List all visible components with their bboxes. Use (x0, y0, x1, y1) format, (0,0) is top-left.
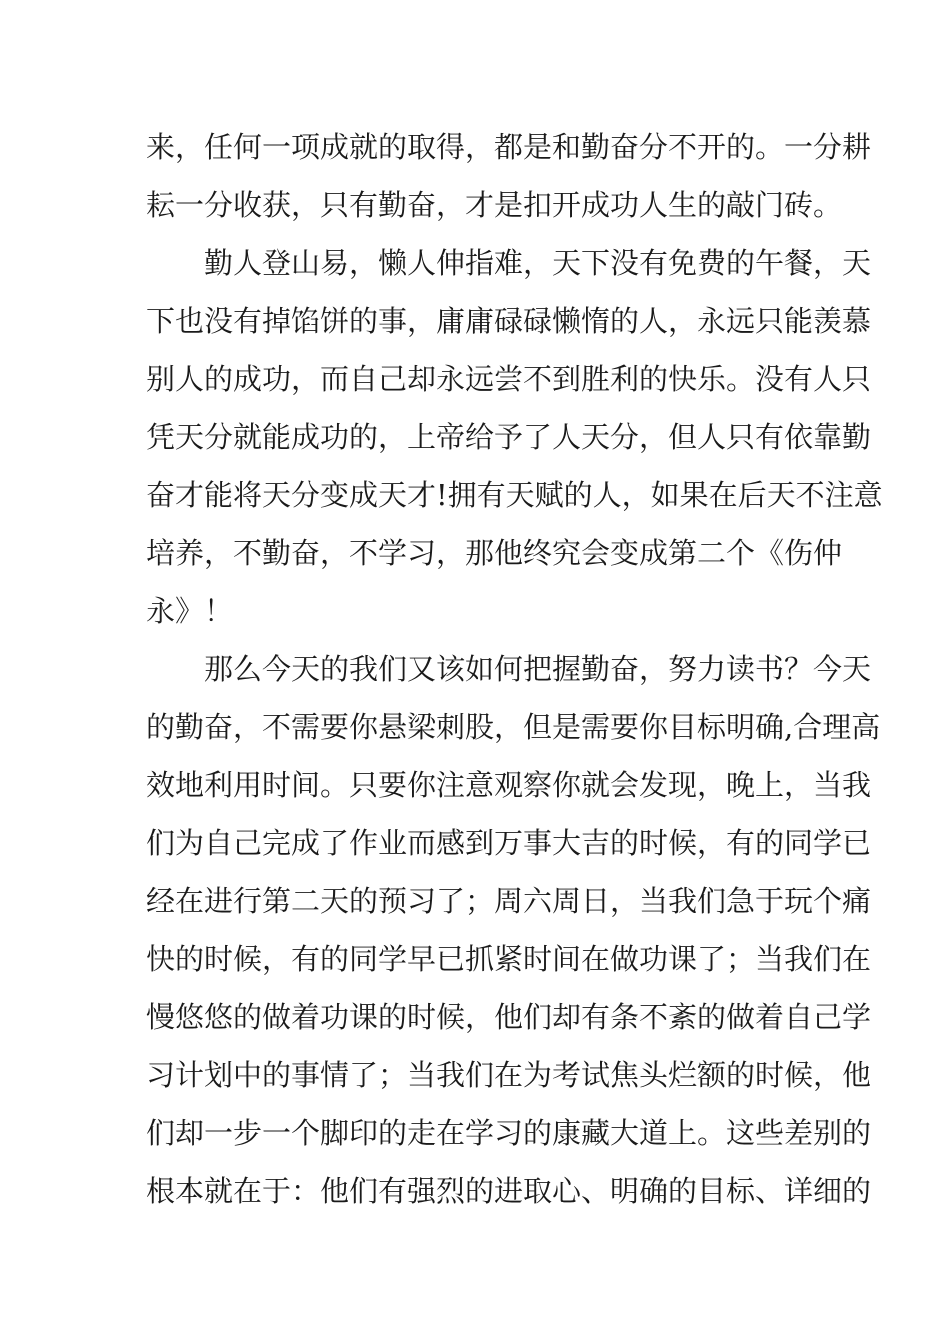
text-line: 经在进行第二天的预习了；周六周日，当我们急于玩个痛 (146, 884, 872, 918)
text-line: 永》！ (146, 594, 234, 628)
text-line: 勤人登山易，懒人伸指难，天下没有免费的午餐，天 (204, 246, 872, 280)
text-line: 习计划中的事情了；当我们在为考试焦头烂额的时候，他 (146, 1058, 872, 1092)
text-line: 们为自己完成了作业而感到万事大吉的时候，有的同学已 (146, 826, 872, 860)
text-line: 根本就在于：他们有强烈的进取心、明确的目标、详细的 (146, 1174, 872, 1208)
text-line: 快的时候，有的同学早已抓紧时间在做功课了；当我们在 (146, 942, 872, 976)
body-text (146, 118, 883, 1220)
text-line: 们却一步一个脚印的走在学习的康藏大道上。这些差别的 (146, 1116, 872, 1150)
text-line: 的勤奋，不需要你悬梁刺股，但是需要你目标明确,合理高 (146, 710, 881, 744)
text-line: 耘一分收获，只有勤奋，才是扣开成功人生的敲门砖。 (146, 188, 843, 222)
text-line: 下也没有掉馅饼的事，庸庸碌碌懒惰的人，永远只能羡慕 (146, 304, 872, 338)
text-line: 效地利用时间。只要你注意观察你就会发现，晚上，当我 (146, 768, 872, 802)
text-line: 慢悠悠的做着功课的时候，他们却有条不紊的做着自己学 (146, 1000, 872, 1034)
text-line: 那么今天的我们又该如何把握勤奋，努力读书？今天 (204, 652, 872, 686)
text-line: 培养，不勤奋，不学习，那他终究会变成第二个《伤仲 (146, 536, 843, 570)
text-line: 凭天分就能成功的，上帝给予了人天分，但人只有依靠勤 (146, 420, 872, 454)
text-line: 别人的成功，而自己却永远尝不到胜利的快乐。没有人只 (146, 362, 872, 396)
text-line: 来，任何一项成就的取得，都是和勤奋分不开的。一分耕 (146, 130, 872, 164)
text-line: 奋才能将天分变成天才!拥有天赋的人，如果在后天不注意 (146, 478, 883, 512)
